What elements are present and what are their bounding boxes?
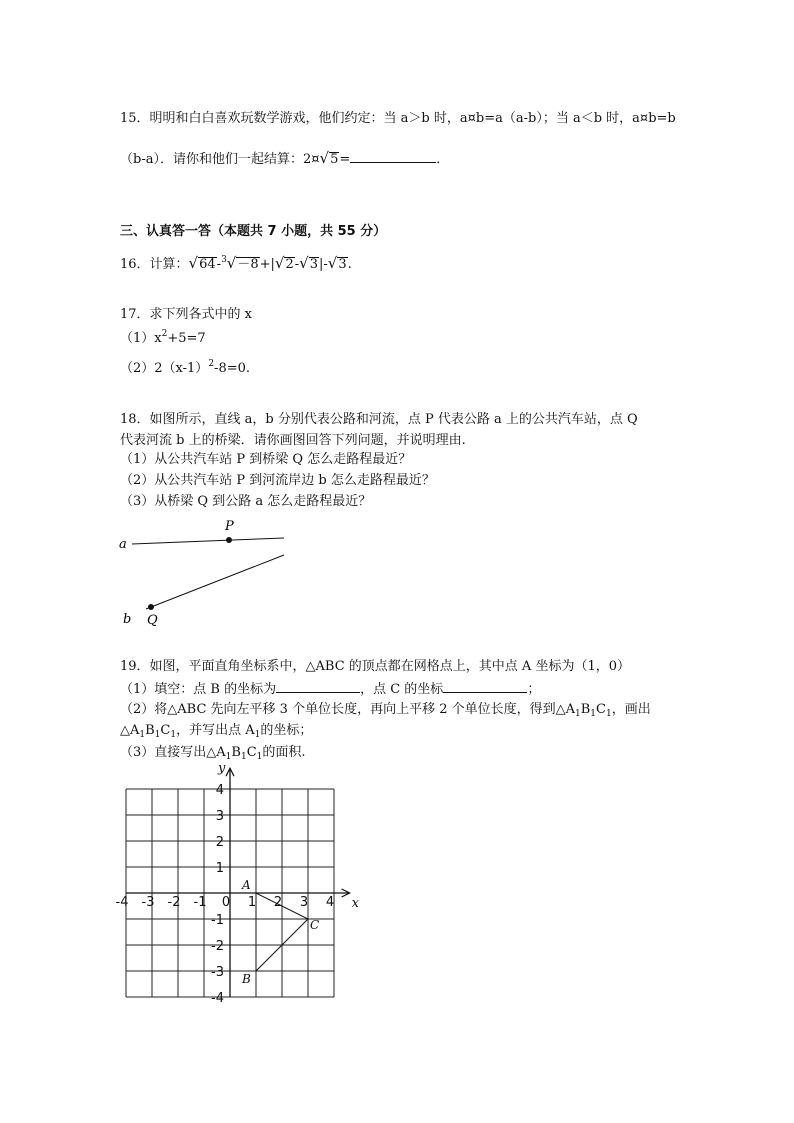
x-tick-label: -4 — [115, 895, 129, 910]
x-tick-label: -3 — [141, 895, 155, 910]
radical-sign-icon: √ — [226, 254, 237, 272]
y-tick-label: 2 — [215, 835, 224, 850]
q15-line2: （b-a）．请你和他们一起结算：2¤√5= ． — [120, 149, 450, 167]
q15-line1: 15．明明和白白喜欢玩数学游戏，他们约定：当 a＞b 时，a¤b=a（a-b）；当 a＜b 时，a¤b=b — [120, 111, 676, 126]
section-title: 三、认真答一答（本题共 7 小题，共 55 分） — [120, 224, 387, 239]
q15-radicand: 5 — [330, 152, 339, 167]
q19-sub2-l2-e: 的坐标； — [260, 723, 313, 738]
q19-sub1-end: ； — [527, 682, 541, 697]
subscript-1: 1 — [240, 752, 247, 762]
q16-radicand-2: －8 — [237, 257, 259, 272]
x-tick-label: -2 — [167, 895, 181, 910]
y-tick-label: 1 — [215, 861, 224, 876]
q19-sub2-c: C — [596, 702, 606, 717]
subscript-1: 1 — [590, 709, 597, 719]
q16-end: . — [347, 257, 352, 272]
q18-line2: 代表河流 b 上的桥梁．请你画图回答下列问题，并说明理由. — [120, 433, 466, 448]
point-b-label: B — [242, 972, 251, 986]
q19-line1: 19．如图，平面直角坐标系中，△ABC 的顶点都在网格点上，其中点 A 坐标为（1，0） — [120, 659, 630, 674]
q17-p1-rest: +5=7 — [167, 331, 206, 346]
x-tick-label: -1 — [193, 895, 207, 910]
q19-sub1-mid: ，点 C 的坐标 — [360, 682, 444, 697]
x-tick-label: 2 — [273, 895, 283, 910]
q18-sub1: （1）从公共汽车站 P 到桥梁 Q 怎么走路程最近？ — [120, 452, 412, 467]
x-tick-label: 0 — [221, 895, 231, 910]
q16-radicand-1: 64 — [199, 257, 216, 272]
q16-minus-2: - — [294, 257, 300, 272]
q16-prefix: 16．计算： — [120, 257, 189, 272]
label-q: Q — [147, 613, 158, 628]
q19-sub2-l2-a: △A — [120, 723, 140, 738]
label-a: a — [119, 537, 127, 552]
y-tick-label: -2 — [211, 939, 224, 954]
subscript-1: 1 — [170, 730, 177, 740]
q16-minus: - — [216, 257, 222, 272]
radical-sign-icon: √ — [274, 254, 285, 272]
subscript-1: 1 — [575, 709, 581, 719]
q19-sub3-b: B — [231, 745, 241, 760]
q19-sub2-text: （2）将△ABC 先向左平移 3 个单位长度，再向上平移 2 个单位长度，得到△A — [120, 702, 575, 717]
q19-sub3-a: （3）直接写出△A — [120, 745, 226, 760]
q19-sub2-l2-b: B — [145, 723, 155, 738]
point-a-label: A — [242, 878, 251, 892]
subscript-1: 1 — [605, 709, 612, 719]
q16-radicand-3: 2 — [285, 257, 294, 272]
q19-sub2-l2-c: C — [160, 723, 171, 738]
q18-sub2: （2）从公共汽车站 P 到河流岸边 b 怎么走路程最近？ — [120, 473, 435, 488]
q16-radicand-4: 3 — [309, 257, 319, 272]
q16-abs-close: |- — [319, 257, 328, 272]
radical-sign-icon: √ — [299, 254, 309, 272]
y-tick-label: -1 — [211, 913, 224, 928]
q17-p2-exponent: 2 — [208, 359, 215, 369]
x-tick-label: 4 — [325, 895, 335, 910]
radical-sign-icon: √ — [188, 254, 199, 272]
x-axis-label: x — [351, 896, 359, 911]
q18-line1: 18．如图所示，直线 a，b 分别代表公路和河流，点 P 代表公路 a 上的公共汽车站，点 Q — [120, 412, 638, 427]
q17-p1-exponent: 2 — [161, 329, 168, 339]
q17-p1-text: （1）x — [120, 331, 162, 346]
q17-stem: 17．求下列各式中的 x — [120, 307, 253, 322]
y-tick-label: -4 — [211, 991, 224, 1006]
radical-sign-icon: √ — [319, 149, 330, 167]
q15-text: （b-a）．请你和他们一起结算：2¤ — [120, 152, 320, 167]
q19-sub3-d: 的面积. — [262, 745, 306, 760]
point-c-label: C — [310, 918, 320, 932]
radical-sign-icon: √ — [327, 254, 338, 272]
q15-equals: = — [339, 152, 351, 167]
q18-sub3: （3）从桥梁 Q 到公路 a 怎么走路程最近？ — [120, 494, 372, 509]
label-p: P — [225, 519, 234, 534]
subscript-1: 1 — [256, 752, 263, 762]
label-b: b — [123, 612, 132, 627]
q19-sub2-d: ，画出 — [611, 702, 651, 717]
subscript-1: 1 — [225, 752, 232, 762]
q19-sub2-l2-d: ，并写出点 A — [176, 723, 255, 738]
q19-sub1-text: （1）填空：点 B 的坐标为 — [120, 682, 277, 697]
q16-cube-index: 3 — [221, 255, 227, 265]
y-axis-label: y — [218, 761, 226, 777]
q19-sub3-c: C — [246, 745, 257, 760]
q17-p2-text: （2）2（x-1） — [120, 361, 209, 376]
y-tick-label: 4 — [215, 783, 224, 798]
y-tick-label: -3 — [211, 965, 224, 980]
subscript-1: 1 — [139, 730, 146, 740]
x-tick-label: 3 — [299, 895, 309, 910]
q17-p2-rest: -8=0. — [214, 361, 251, 376]
subscript-1: 1 — [154, 730, 161, 740]
subscript-1: 1 — [254, 730, 261, 740]
q19-sub2-b: B — [580, 702, 591, 717]
q16-abs-open: +| — [259, 257, 275, 272]
y-tick-label: 3 — [215, 809, 224, 824]
q16-radicand-5: 3 — [338, 257, 347, 272]
x-tick-label: 1 — [247, 895, 257, 910]
